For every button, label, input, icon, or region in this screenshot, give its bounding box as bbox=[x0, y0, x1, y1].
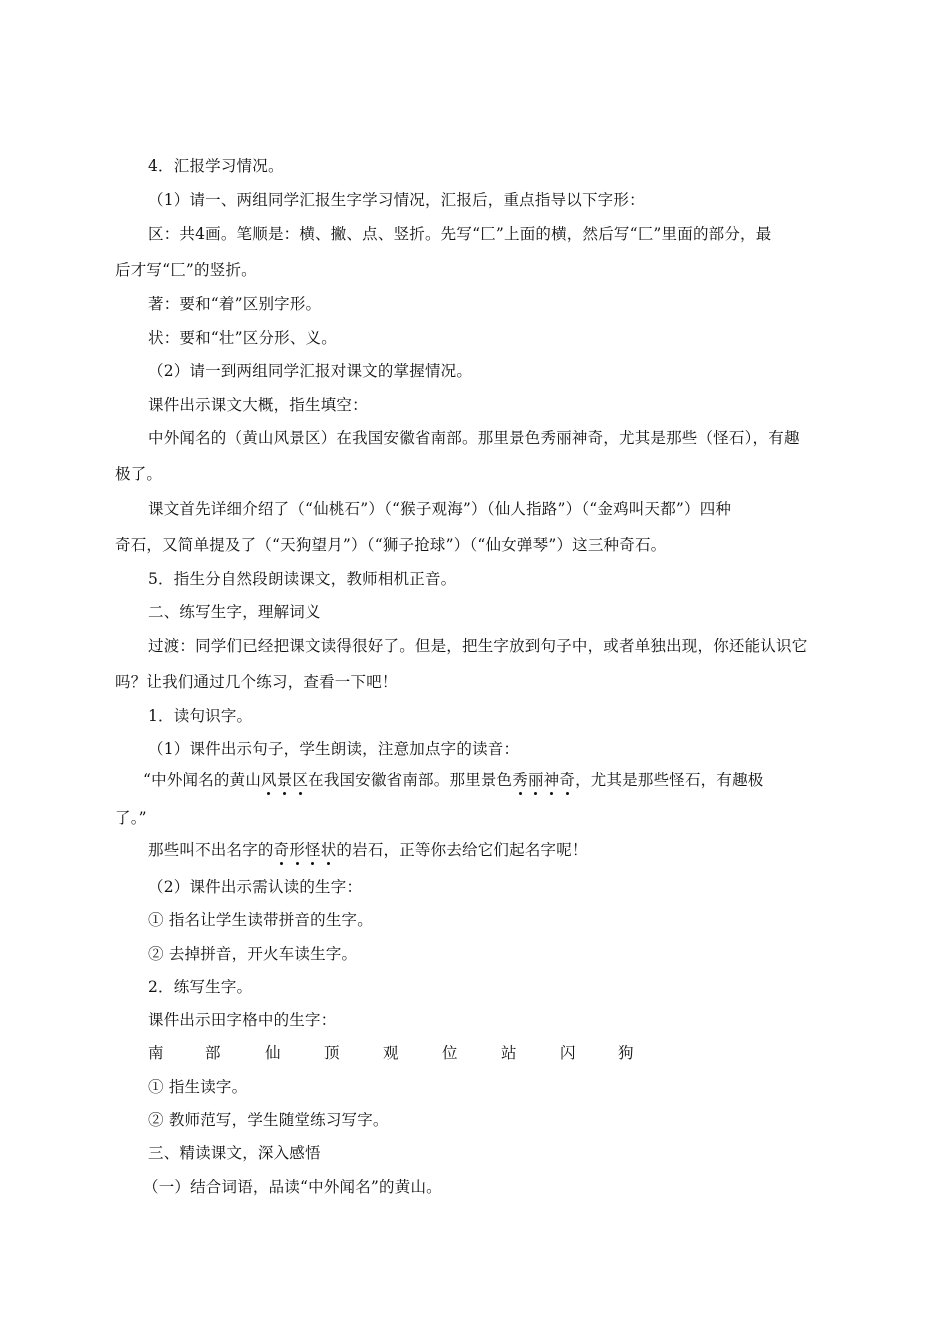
dotted-char: 形 bbox=[289, 841, 306, 859]
paragraph-continuation: 吗？让我们通过几个练习，查看一下吧！ bbox=[115, 673, 398, 691]
paragraph: （2）课件出示需认读的生字： bbox=[148, 878, 363, 896]
sentence-text: 那些叫不出名字的 bbox=[148, 841, 274, 859]
dotted-char: 风 bbox=[261, 771, 277, 789]
paragraph: 中外闻名的（黄山风景区）在我国安徽省南部。那里景色秀丽神奇，尤其是那些（怪石），有趣 bbox=[148, 429, 800, 447]
paragraph: （2）请一到两组同学汇报对课文的掌握情况。 bbox=[148, 362, 473, 380]
dotted-char: 神 bbox=[543, 771, 560, 789]
paragraph-continuation: 极了。 bbox=[115, 465, 163, 483]
paragraph-continuation: 奇石，又简单提及了（“天狗望月”）（“狮子抢球”）（“仙女弹琴”）这三种奇石。 bbox=[115, 536, 667, 554]
paragraph: 4．汇报学习情况。 bbox=[148, 157, 284, 175]
paragraph: 5．指生分自然段朗读课文，教师相机正音。 bbox=[148, 570, 457, 588]
paragraph: 过渡：同学们已经把课文读得很好了。但是，把生字放到句子中，或者单独出现，你还能认识它 bbox=[148, 637, 808, 655]
paragraph-continuation: 后才写“匚”的竖折。 bbox=[115, 261, 257, 279]
dotted-char: 奇 bbox=[559, 771, 576, 789]
paragraph: 区：共4画。笔顺是：横、撇、点、竖折。先写“匚”上面的横，然后写“匚”里面的部分，最 bbox=[148, 225, 772, 243]
dotted-char: 丽 bbox=[527, 771, 544, 789]
dotted-char: 秀 bbox=[512, 771, 528, 789]
character-row bbox=[148, 1043, 668, 1063]
paragraph: （1）课件出示句子，学生朗读，注意加点字的读音： bbox=[148, 740, 520, 758]
paragraph: 状：要和“壮”区分形、义。 bbox=[148, 329, 337, 347]
practice-char: 站 bbox=[501, 1044, 517, 1062]
dotted-char: 奇 bbox=[273, 841, 290, 859]
dotted-char: 状 bbox=[320, 841, 337, 859]
dotted-char: 区 bbox=[292, 771, 309, 789]
list-item: ② 教师范写，学生随堂练习写字。 bbox=[148, 1111, 389, 1129]
paragraph: 1．读句识字。 bbox=[148, 707, 253, 725]
practice-char: 狗 bbox=[618, 1044, 634, 1062]
practice-char: 部 bbox=[205, 1044, 221, 1062]
sentence-text: 在我国安徽省南部。那里景色 bbox=[308, 771, 513, 789]
list-item: ① 指生读字。 bbox=[148, 1078, 248, 1096]
practice-char: 观 bbox=[383, 1044, 399, 1062]
sentence-text: “中外闻名的黄山 bbox=[143, 771, 262, 789]
sentence-text: 的岩石，正等你去给它们起名字呢！ bbox=[336, 841, 588, 859]
list-item: ① 指名让学生读带拼音的生字。 bbox=[148, 911, 373, 929]
sentence-with-dots bbox=[148, 840, 588, 860]
quoted-sentence bbox=[143, 770, 763, 790]
practice-char: 闪 bbox=[560, 1044, 576, 1062]
paragraph: （1）请一、两组同学汇报生字学习情况，汇报后，重点指导以下字形： bbox=[148, 191, 645, 209]
dotted-char: 景 bbox=[276, 771, 293, 789]
paragraph: 2．练写生字。 bbox=[148, 978, 253, 996]
paragraph: 著：要和“着”区别字形。 bbox=[148, 295, 322, 313]
practice-char: 位 bbox=[442, 1044, 458, 1062]
practice-char: 顶 bbox=[324, 1044, 340, 1062]
paragraph: （一）结合词语，品读“中外闻名”的黄山。 bbox=[143, 1178, 442, 1196]
list-item: ② 去掉拼音，开火车读生字。 bbox=[148, 945, 358, 963]
paragraph: 课件出示课文大概，指生填空： bbox=[148, 396, 368, 414]
paragraph-continuation: 了。” bbox=[115, 809, 147, 827]
dotted-char: 怪 bbox=[305, 841, 321, 859]
section-heading: 三、精读课文，深入感悟 bbox=[148, 1144, 321, 1162]
practice-char: 南 bbox=[148, 1044, 164, 1062]
practice-char: 仙 bbox=[265, 1044, 281, 1062]
paragraph: 课件出示田字格中的生字： bbox=[148, 1011, 337, 1029]
paragraph: 课文首先详细介绍了（“仙桃石”）（“猴子观海”）（仙人指路”）（“金鸡叫天都”）四种 bbox=[148, 500, 732, 518]
section-heading: 二、练写生字，理解词义 bbox=[148, 603, 321, 621]
sentence-text: ，尤其是那些怪石，有趣极 bbox=[575, 771, 764, 789]
